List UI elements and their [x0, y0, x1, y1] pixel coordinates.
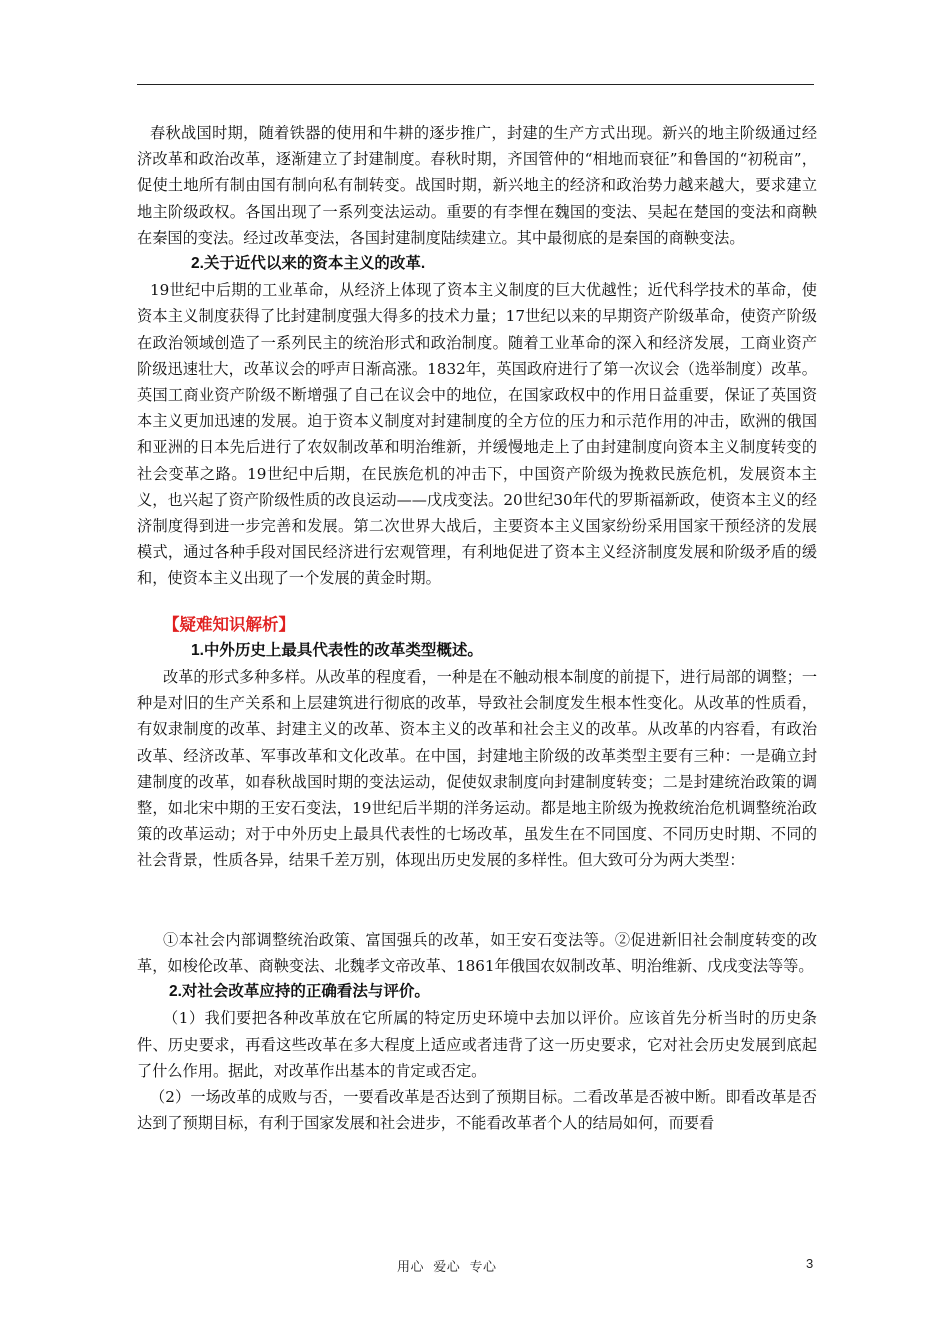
subheading-capitalist-reform: 2.关于近代以来的资本主义的改革.	[191, 255, 426, 273]
paragraph-capitalist-reform: 19世纪中后期的工业革命，从经济上体现了资本主义制度的巨大优越性；近代科学技术的革命，使资本主义制度获得了比封建制度强大得多的技术力量；17世纪以来的早期资产阶级革命，使资产阶级在政治领域创造了一系列民主的统治形式和政治制度。随着工业革命的深入和经济发展，工商业资产阶级迅速壮大，改革议会的呼声日渐高涨。1832年，英国政府进行了第一次议会（选举制度）改革。英国工商业资产阶级不断增强了自己在议会中的地位，在国家政权中的作用日益重要，保证了英国资本主义更加迅速的发展。迫于资本义制度对封建制度的全方位的压力和示范作用的冲击，欧洲的俄国和亚洲的日本先后进行了农奴制改革和明治维新，并缓慢地走上了由封建制度向资本主义制度转变的社会变革之路。19世纪中后期，在民族危机的冲击下，中国资产阶级为挽救民族危机，发展资本主义，也兴起了资产阶级性质的改良运动——戊戌变法。20世纪30年代的罗斯福新政，使资本主义的经济制度得到进一步完善和发展。第二次世界大战后，主要资本主义国家纷纷采用国家干预经济的发展模式，通过各种手段对国民经济进行宏观管理，有利地促进了资本主义经济制度发展和阶级矛盾的缓和，使资本主义出现了一个发展的黄金时期。	[137, 281, 817, 588]
paragraph-reform-types: 改革的形式多种多样。从改革的程度看，一种是在不触动根本制度的前提下，进行局部的调整；一种是对旧的生产关系和上层建筑进行彻底的改革，导致社会制度发生根本性变化。从改革的性质看，有奴隶制度的改革、封建主义的改革、资本主义的改革和社会主义的改革。从改革的内容看，有政治改革、经济改革、军事改革和文化改革。在中国，封建地主阶级的改革类型主要有三种：一是确立封建制度的改革，如春秋战国时期的变法运动，促使奴隶制度向封建制度转变；二是封建统治政策的调整，如北宋中期的王安石变法，19世纪后半期的洋务运动。都是地主阶级为挽救统治危机调整统治政策的改革运动；对于中外历史上最具代表性的七场改革，虽发生在不同国度、不同历史时期、不同的社会背景，性质各异，结果千差万别，体现出历史发展的多样性。但大致可分为两大类型：	[137, 668, 817, 870]
document-body	[137, 120, 817, 1136]
spacer	[137, 592, 817, 612]
subheading-reform-types: 1.中外历史上最具代表性的改革类型概述。	[191, 641, 483, 659]
spacer	[137, 874, 817, 927]
section-title: 【疑难知识解析】	[163, 615, 295, 634]
paragraph-two-types: ①本社会内部调整统治政策、富国强兵的改革，如王安石变法等。②促进新旧社会制度转变的改革，如梭伦改革、商鞅变法、北魏孝文帝改革、1861年俄国农奴制改革、明治维新、戊戌变法等等。	[137, 930, 817, 975]
paragraph-evaluation-1: （1）我们要把各种改革放在它所属的特定历史环境中去加以评价。应该首先分析当时的历史条件、历史要求，再看这些改革在多大程度上适应或者违背了这一历史要求，它对社会历史发展到底起了什么作用。据此，对改革作出基本的肯定或否定。	[137, 1009, 817, 1080]
page-number: 3	[806, 1256, 814, 1271]
header-rule	[137, 84, 814, 85]
footer-motto: 用心 爱心 专心	[397, 1260, 497, 1275]
subheading-evaluation: 2.对社会改革应持的正确看法与评价。	[169, 983, 430, 1001]
paragraph-evaluation-2: （2）一场改革的成败与否，一要看改革是否达到了预期目标。二看改革是否被中断。即看改革是否达到了预期目标，有利于国家发展和社会进步，不能看改革者个人的结局如何，而要看	[137, 1087, 817, 1133]
paragraph-spring-autumn: 春秋战国时期，随着铁器的使用和牛耕的逐步推广，封建的生产方式出现。新兴的地主阶级通过经济改革和政治改革，逐渐建立了封建制度。春秋时期，齐国管仲的“相地而衰征”和鲁国的“初税亩”，促使土地所有制由国有制向私有制转变。战国时期，新兴地主的经济和政治势力越来越大，要求建立地主阶级政权。各国出现了一系列变法运动。重要的有李悝在魏国的变法、吴起在楚国的变法和商鞅在秦国的变法。经过改革变法，各国封建制度陆续建立。其中最彻底的是秦国的商鞅变法。	[137, 124, 817, 247]
